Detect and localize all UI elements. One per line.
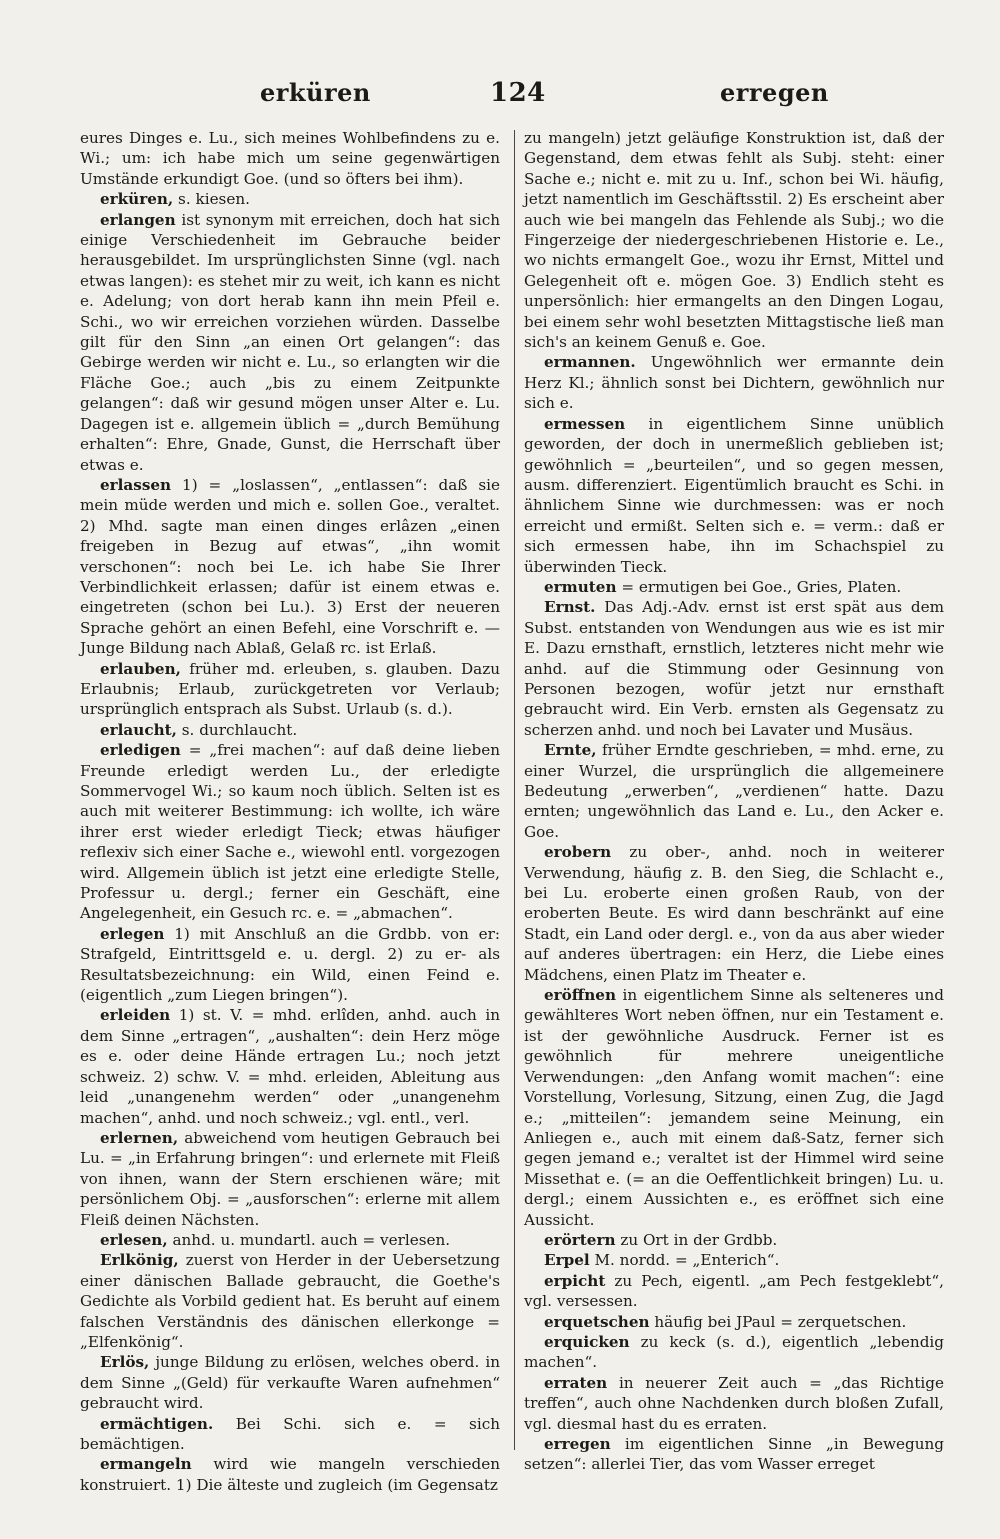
entry-text: s. kiesen. xyxy=(173,190,250,209)
dictionary-entry xyxy=(80,1454,500,1495)
entry-headword: erquetschen xyxy=(544,1312,650,1331)
entry-text: = „frei machen“: auf daß deine lieben Freunde erledigt werden Lu., der erledigte Sommervogel Wi.; so kaum noch üblich. Selten ist es auch mit weiterer Bestimmung: ich wollte, ich wäre ihrer erst wieder erledigt Tieck; etwas häufiger reflexiv sich einer Sache e., wiewohl entl. vorgezogen wird. Allgemein üblich ist jetzt eine erledigte Stelle, Professur u. dergl.; ferner ein Geschäft, eine Angelegenheit, ein Gesuch rc. e. = „abmachen“. xyxy=(80,741,500,923)
entry-text: früher Erndte geschrieben, = mhd. erne, zu einer Wurzel, die ursprünglich die allgemeinere Bedeutung „erwerben“, „verdienen“ hatte. Dazu ernten; ungewöhnlich das Land e. Lu., den Acker e. Goe. xyxy=(524,741,944,841)
column-divider xyxy=(514,130,515,1450)
entry-text: zu Pech, eigentl. „am Pech festgeklebt“, vgl. versessen. xyxy=(524,1271,944,1311)
entry-text: ist synonym mit erreichen, doch hat sich einige Verschiedenheit im Gebrauche beider herausgebildet. Im ursprünglichsten Sinne (vgl. nach etwas langen): es stehet mir zu weit, ich kann es nicht e. Adelung; von dort herab kann ihn mein Pfeil e. Schi., wo wir erreichen vorziehen würden. Dasselbe gilt für den Sinn „an einen Ort gelangen“: das Gebirge werden wir nicht e. Lu., so erlangten wir die Fläche Goe.; auch „bis zu einem Zeitpunkte gelangen“: daß wir gesund mögen unser Alter e. Lu. Dagegen ist e. allgemein üblich = „durch Bemühung erhalten“: Ehre, Gnade, Gunst, die Herrschaft über etwas e. xyxy=(80,210,500,474)
text-columns xyxy=(80,128,946,1494)
entry-text: in eigentlichem Sinne unüblich geworden, der doch in unermeßlich geblieben ist; gewöhnlich = „beurteilen“, und so gegen messen, ausm. differenziert. Eigentümlich braucht es Schi. in ähnlichem Sinne wie durchmessen: was er noch erreicht und ermißt. Selten sich e. = verm.: daß er sich ermessen habe, ihn im Schachspiel zu überwinden Tieck. xyxy=(524,414,944,576)
entry-headword: erlaucht, xyxy=(100,720,177,739)
entry-headword: ermessen xyxy=(544,414,626,433)
dictionary-entry xyxy=(80,924,500,1006)
entry-text: Bei Schi. sich e. = sich bemächtigen. xyxy=(80,1414,500,1453)
entry-text: zu mangeln) jetzt geläufige Konstruktion ist, daß der Gegenstand, dem etwas fehlt als Subj. steht: einer Sache e.; nicht e. mit zu u. Inf., schon bei Wi. häufig, jetzt namentlich im Geschäftsstil. 2) Es erscheint aber auch wie bei mangeln das Fehlende als Subj.; wo die Fingerzeige der niedergeschriebenen Historie e. Le., wo nichts ermangelt Goe., wozu ihr Ernst, Mittel und Gelegenheit oft e. mögen Goe. 3) Endlich steht es unpersönlich: hier ermangelts an den Dingen Logau, bei einem sehr wohl besetzten Mittagstische ließ man sich's an keinem Genuß e. Goe. xyxy=(524,129,944,352)
dictionary-entry xyxy=(80,740,500,924)
entry-text: s. durchlaucht. xyxy=(176,720,298,739)
entry-headword: erregen xyxy=(544,1435,611,1453)
entry-headword: erleiden xyxy=(100,1006,171,1025)
entry-text: in neuerer Zeit auch = „das Richtige treffen“, auch ohne Nachdenken durch bloßen Zufall, vgl. diesmal hast du es erraten. xyxy=(524,1373,944,1433)
entry-text: junge Bildung zu erlösen, welches oberd. in dem Sinne „(Geld) für verkaufte Waren aufnehmen“ gebraucht wird. xyxy=(80,1353,500,1413)
header-first-entry: erküren xyxy=(260,78,371,107)
dictionary-entry xyxy=(524,352,944,413)
entry-text: häufig bei JPaul = zerquetschen. xyxy=(649,1312,907,1331)
entry-text: 1) mit Anschluß an die Grdbb. von er: Strafgeld, Eintrittsgeld e. u. dergl. 2) zu er- als Resultatsbezeichnung: ein Wild, einen Feind e. (eigentlich „zum Liegen bringen“). xyxy=(80,924,500,1005)
entry-headword: erlegen xyxy=(100,924,165,943)
dictionary-entry xyxy=(80,475,500,659)
dictionary-entry xyxy=(524,740,944,842)
entry-text: zu Ort in der Grdbb. xyxy=(615,1230,778,1249)
page-number: 124 xyxy=(490,78,546,108)
entry-headword: ermangeln xyxy=(100,1455,192,1474)
dictionary-entry xyxy=(524,842,944,985)
entry-headword: erquicken xyxy=(544,1332,630,1351)
entry-text: 1) = „loslassen“, „entlassen“: daß sie mein müde werden und mich e. sollen Goe., veraltet. 2) Mhd. sagte man einen dinges erlâzen „einen freigeben in Bezug auf etwas“, „ihn womit verschonen“: noch bei Le. ich habe Sie Ihrer Verbindlichkeit erlassen; dafür ist einem etwas e. eingetreten (schon bei Lu.). 3) Erst der neueren Sprache gehört an einen Befehl, eine Vorschrift e. — Junge Bildung nach Ablaß, Gelaß rc. ist Erlaß. xyxy=(80,475,500,658)
entry-headword: Ernte, xyxy=(544,741,597,760)
entry-headword: Erlös, xyxy=(100,1353,150,1372)
right-column xyxy=(524,128,944,1474)
dictionary-entry xyxy=(80,1414,500,1455)
entry-headword: Ernst. xyxy=(544,598,596,617)
dictionary-entry xyxy=(524,128,944,352)
dictionary-entry xyxy=(524,414,944,577)
entry-text: wird wie mangeln verschieden konstruiert. 1) Die älteste und zugleich (im Gegensatz xyxy=(80,1455,500,1494)
entry-headword: ermächtigen. xyxy=(100,1414,214,1433)
entry-text: Ungewöhnlich wer ermannte dein Herz Kl.; ähnlich sonst bei Dichtern, gewöhnlich nur sich e. xyxy=(524,353,944,413)
entry-headword: eröffnen xyxy=(544,986,617,1005)
left-column xyxy=(80,128,500,1494)
entry-text: eures Dinges e. Lu., sich meines Wohlbefindens zu e. Wi.; um: ich habe mich um seine gegenwärtigen Umstände erkundigt Goe. (und so öfters bei ihm). xyxy=(80,129,500,188)
dictionary-entry xyxy=(80,1250,500,1352)
entry-text: Das Adj.-Adv. ernst ist erst spät aus dem Subst. entstanden von Wendungen aus wie es ist mir E. Dazu ernsthaft, ernstlich, letzteres nicht mehr wie anhd. auf die Stimmung oder Gesinnung von Personen bezogen, wofür jetzt nur ernsthaft gebraucht wird. Ein Verb. ernsten als Gegensatz zu scherzen anhd. und noch bei Lavater und Musäus. xyxy=(524,598,944,739)
dictionary-entry xyxy=(524,1271,944,1312)
entry-headword: Erlkönig, xyxy=(100,1251,179,1270)
dictionary-entry xyxy=(80,720,500,740)
entry-headword: erraten xyxy=(544,1373,608,1392)
dictionary-entry xyxy=(524,985,944,1230)
entry-headword: erledigen xyxy=(100,741,181,760)
dictionary-entry xyxy=(80,189,500,209)
entry-headword: ermannen. xyxy=(544,353,636,372)
entry-headword: erlesen, xyxy=(100,1230,168,1249)
entry-text: 1) st. V. = mhd. erlîden, anhd. auch in dem Sinne „ertragen“, „aushalten“: dein Herz möge es e. oder deine Hände ertragen Lu.; noch jetzt schweiz. 2) schw. V. = mhd. erleiden, Ableitung aus leid „unangenehm werden“ oder „unangenehm machen“, anhd. und noch schweiz.; vgl. entl., verl. xyxy=(80,1006,500,1127)
entry-headword: erlernen, xyxy=(100,1128,179,1147)
dictionary-entry xyxy=(80,1230,500,1250)
dictionary-entry xyxy=(80,210,500,475)
entry-text: zu keck (s. d.), eigentlich „lebendig machen“. xyxy=(524,1332,944,1372)
entry-headword: ermuten xyxy=(544,577,617,596)
dictionary-entry xyxy=(524,1332,944,1373)
page-header xyxy=(80,78,940,118)
dictionary-entry xyxy=(524,1250,944,1270)
dictionary-entry xyxy=(80,659,500,720)
entry-text: in eigentlichem Sinne als selteneres und gewählteres Wort neben öffnen, nur ein Testament e. ist der gewöhnliche Ausdruck. Ferner ist es gewöhnlich für mehrere uneigentliche Verwendungen: „den Anfang womit machen“: eine Vorstellung, Vorlesung, Sitzung, einen Zug, die Jagd e.; „mitteilen“: jemandem seine Meinung, ein Anliegen e., auch mit einem daß-Satz, ferner sich gegen jemand e.; veraltet ist der Himmel wird seine Missethat e. (= an die Oeffentlichkeit bringen) Lu. u. dergl.; einem Aussichten e., es eröffnet sich eine Aussicht. xyxy=(524,986,944,1229)
entry-headword: erobern xyxy=(544,843,612,862)
dictionary-entry xyxy=(80,1005,500,1127)
entry-headword: erörtern xyxy=(544,1230,616,1249)
dictionary-entry xyxy=(524,1373,944,1434)
dictionary-entry xyxy=(80,128,500,189)
dictionary-entry xyxy=(80,1128,500,1230)
entry-headword: Erpel xyxy=(544,1251,590,1270)
dictionary-entry xyxy=(524,1434,944,1475)
dictionary-entry xyxy=(524,1230,944,1250)
entry-headword: erlauben, xyxy=(100,659,181,678)
entry-headword: erlassen xyxy=(100,475,172,494)
entry-text: = ermutigen bei Goe., Gries, Platen. xyxy=(616,577,902,596)
dictionary-entry xyxy=(524,577,944,597)
entry-text: früher md. erleuben, s. glauben. Dazu Erlaubnis; Erlaub, zurückgetreten vor Verlaub; ursprünglich entsprach als Subst. Urlaub (s. d.). xyxy=(80,659,500,719)
header-last-entry: erregen xyxy=(720,78,829,107)
entry-text: anhd. u. mundartl. auch = verlesen. xyxy=(167,1230,451,1249)
entry-text: im eigentlichen Sinne „in Bewegung setzen“: allerlei Tier, das vom Wasser erreget xyxy=(524,1435,944,1474)
entry-text: zu ober-, anhd. noch in weiterer Verwendung, häufig z. B. den Sieg, die Schlacht e., bei Lu. eroberte einen großen Raub, von der eroberten Beute. Es wird dann beschränkt auf eine Stadt, ein Land oder dergl. e., von da aus aber wieder auf anderes übertragen: ein Herz, die Liebe eines Mädchens, einen Platz im Theater e. xyxy=(524,843,944,984)
dictionary-entry xyxy=(80,1352,500,1413)
entry-headword: erlangen xyxy=(100,210,176,229)
entry-text: abweichend vom heutigen Gebrauch bei Lu. = „in Erfahrung bringen“: und erlernete mit Fleiß von ihnen, wann der Stern erschienen wäre; mit persönlichem Obj. = „ausforschen“: erlerne mit allem Fleiß deinen Nächsten. xyxy=(80,1128,500,1229)
dictionary-entry xyxy=(524,1312,944,1332)
entry-headword: erpicht xyxy=(544,1271,606,1290)
entry-text: zuerst von Herder in der Uebersetzung einer dänischen Ballade gebraucht, die Goethe's Gedichte als Vorbild gedient hat. Es beruht auf einem falschen Verständnis des dänischen ellerkonge = „Elfenkönig“. xyxy=(80,1251,500,1351)
entry-text: M. nordd. = „Enterich“. xyxy=(589,1251,780,1270)
entry-headword: erküren, xyxy=(100,190,174,209)
dictionary-entry xyxy=(524,597,944,740)
